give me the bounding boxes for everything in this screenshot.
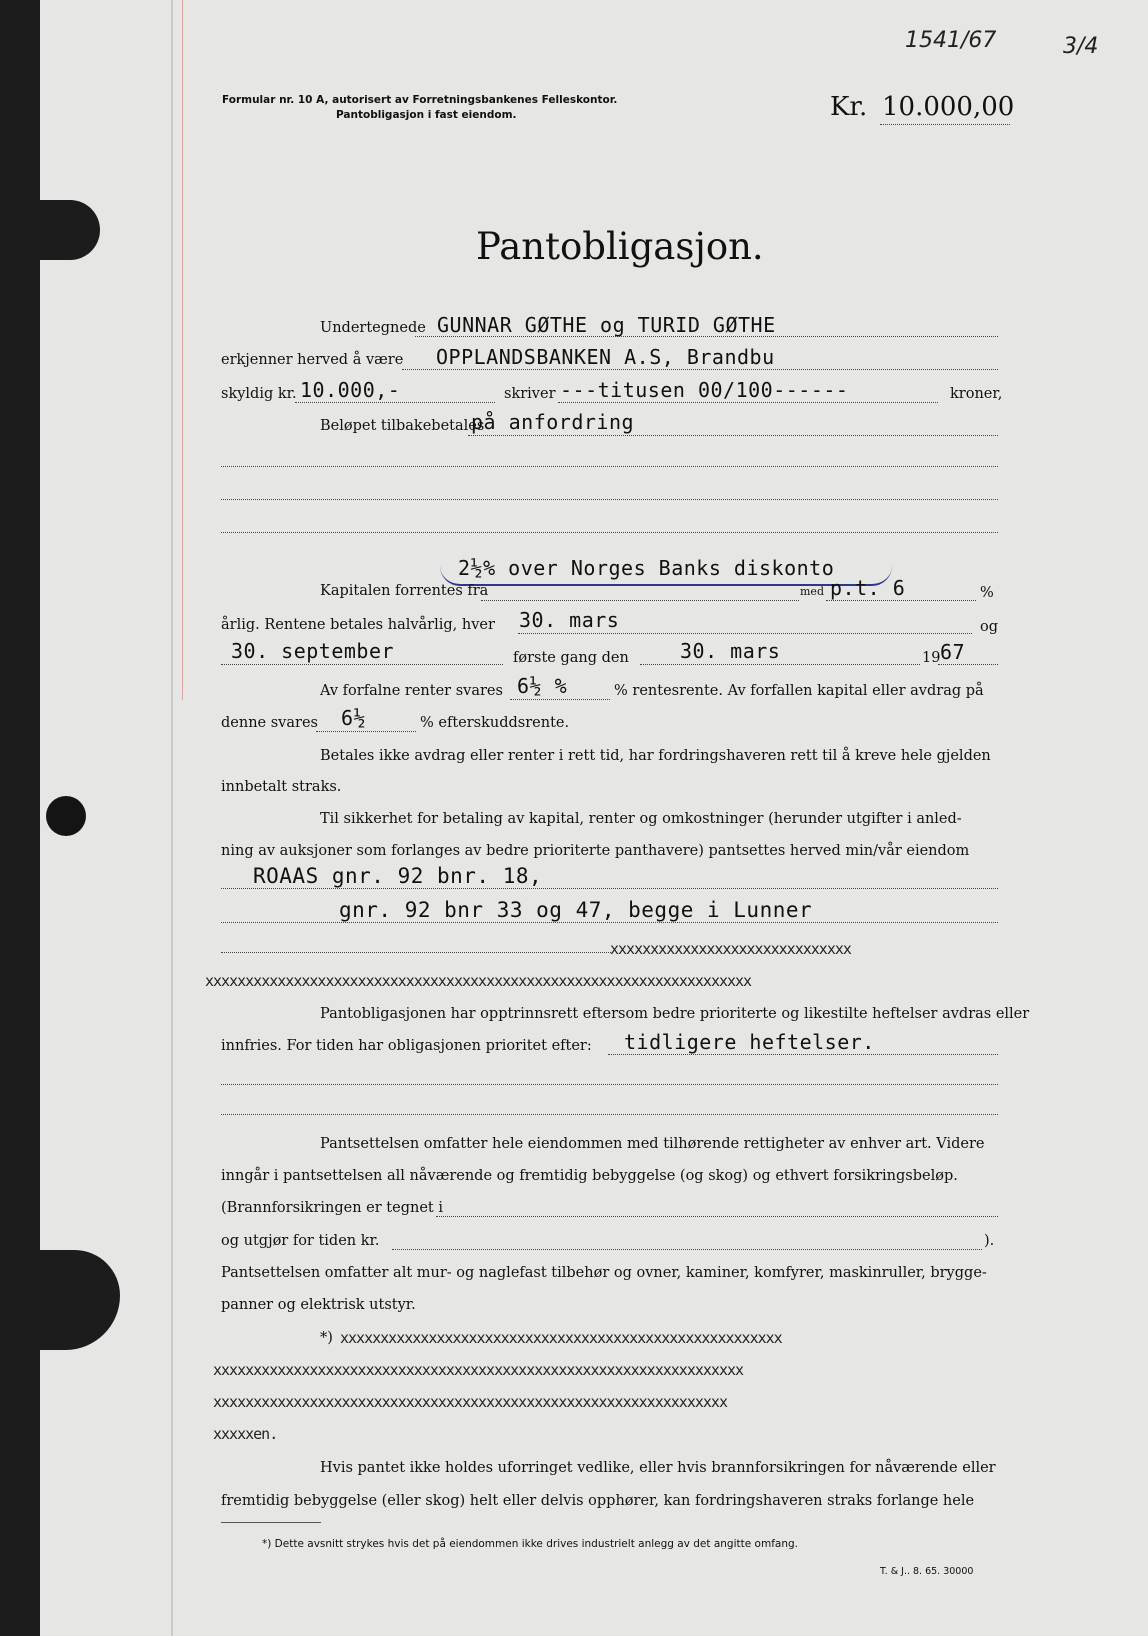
struck-text: xxxxxxxxxxxxxxxxxxxxxxxxxxxxxxxxxxxxxxxxxxxxxxxxxxxxxxxxxxxxxxxxxx: [213, 1361, 744, 1379]
page-fold: [171, 0, 173, 1636]
skriver-label: skriver: [504, 386, 556, 402]
first-payment-date: 30. mars: [680, 639, 781, 663]
paragraph-scope-cont: inngår i pantsettelsen all nåværende og fremtidig bebyggelse (og skog) og ethvert forsikringsbeløp.: [221, 1168, 958, 1184]
arlig-label: årlig. Rentene betales halvårlig, hver: [221, 617, 495, 633]
denne-rest: % efterskuddsrente.: [420, 715, 570, 731]
erkjenner-label: erkjenner herved å være: [221, 352, 404, 368]
struck-text: xxxxxxxxxxxxxxxxxxxxxxxxxxxxxx: [610, 940, 851, 958]
forfalne-label: Av forfalne renter svares: [320, 683, 503, 699]
interest-rate: p.t. 6: [830, 576, 906, 600]
margin-line: [182, 0, 183, 700]
paragraph-insurance-amount: og utgjør for tiden kr.: [221, 1233, 380, 1249]
amount-due: 10.000,-: [300, 378, 401, 402]
kapitalen-label: Kapitalen forrentes fra: [320, 583, 489, 599]
footnote-marker: *): [320, 1330, 333, 1346]
paragraph-maintenance: Hvis pantet ikke holdes uforringet vedlike, eller hvis brannforsikringen for nåværende eller: [320, 1460, 996, 1476]
paragraph-priority: Pantobligasjonen har opptrinnsrett eftersom bedre prioriterte og likestilte heftelser avdras eller: [320, 1006, 1030, 1022]
handwritten-page-number: 3/4: [1063, 34, 1099, 59]
belopet-label: Beløpet tilbakebetales: [320, 418, 485, 434]
amount-label: Kr.: [830, 92, 868, 122]
paragraph-fixtures-cont: panner og elektrisk utstyr.: [221, 1297, 416, 1313]
paragraph-fire-insurance: (Brannforsikringen er tegnet i: [221, 1200, 443, 1216]
paragraph-security-cont: ning av auksjoner som forlanges av bedre prioriterte panthavere) pantsettes herved min/vår eiendom: [221, 843, 970, 859]
footnote: *) Dette avsnitt strykes hvis det på eiendommen ikke drives industrielt anlegg av det angitte omfang.: [262, 1538, 798, 1550]
kroner-label: kroner,: [950, 386, 1003, 402]
denne-label: denne svares: [221, 715, 318, 731]
priority-value: tidligere heftelser.: [624, 1030, 875, 1054]
paragraph-scope: Pantsettelsen omfatter hele eiendommen med tilhørende rettigheter av enhver art. Videre: [320, 1136, 985, 1152]
form-type: Pantobligasjon i fast eiendom.: [336, 109, 517, 121]
struck-text: xxxxxxxxxxxxxxxxxxxxxxxxxxxxxxxxxxxxxxxxxxxxxxxxxxxxxxxxxxxxxxxx: [213, 1393, 727, 1411]
interest-date-1: 30. mars: [519, 608, 620, 632]
paragraph-priority-cont: innfries. For tiden har obligasjonen prioritet efter:: [221, 1038, 592, 1054]
paragraph-insurance-end: ).: [984, 1233, 995, 1249]
paragraph-security: Til sikkerhet for betaling av kapital, renter og omkostninger (herunder utgifter i anled-: [320, 811, 962, 827]
og-label: og: [980, 619, 999, 635]
form-number: Formular nr. 10 A, autorisert av Forretningsbankenes Felleskontor.: [222, 94, 618, 106]
amount-in-words: ---titusen 00/100------: [560, 378, 849, 402]
interest-date-2: 30. september: [231, 639, 395, 663]
forfalne-rest: % rentesrente. Av forfallen kapital eller avdrag på: [614, 683, 984, 699]
handwritten-interest-note: 2½% over Norges Banks diskonto: [458, 556, 835, 580]
struck-text: xxxxxxxxxxxxxxxxxxxxxxxxxxxxxxxxxxxxxxxxxxxxxxxxxxxxxxx: [340, 1329, 782, 1347]
late-rate: 6½: [341, 706, 367, 730]
paragraph-fixtures: Pantsettelsen omfatter alt mur- og naglefast tilbehør og ovner, kaminer, komfyrer, maskinruller, brygge-: [221, 1265, 987, 1281]
punch-hole: [46, 796, 86, 836]
debtor-names: GUNNAR GØTHE og TURID GØTHE: [437, 313, 776, 337]
creditor-name: OPPLANDSBANKEN A.S, Brandbu: [436, 345, 775, 369]
struck-text: xxxxxen.: [213, 1425, 278, 1443]
torn-edge: [40, 200, 100, 260]
document-title: Pantobligasjon.: [476, 225, 764, 268]
property-line-2: gnr. 92 bnr 33 og 47, begge i Lunner: [339, 898, 813, 922]
penalty-rate: 6½ %: [517, 674, 568, 698]
paragraph-maintenance-cont: fremtidig bebyggelse (eller skog) helt eller delvis opphører, kan fordringshaveren straks forlange hele: [221, 1493, 975, 1509]
forste-label: første gang den: [513, 650, 629, 666]
paragraph-default-cont: innbetalt straks.: [221, 779, 342, 795]
amount-value: 10.000,00: [882, 92, 1015, 122]
repayment-terms: på anfordring: [471, 410, 635, 434]
first-payment-year: 67: [940, 640, 966, 664]
printer-mark: T. & J.. 8. 65. 30000: [880, 1566, 974, 1577]
med-label: med: [800, 585, 824, 598]
handwritten-reference: 1541/67: [905, 28, 997, 53]
struck-text: xxxxxxxxxxxxxxxxxxxxxxxxxxxxxxxxxxxxxxxxxxxxxxxxxxxxxxxxxxxxxxxxxxxx: [205, 972, 752, 990]
undertegnede-label: Undertegnede: [320, 320, 426, 336]
paragraph-default: Betales ikke avdrag eller renter i rett tid, har fordringshaveren rett til å kreve hele gjelden: [320, 748, 991, 764]
year-prefix: 19: [922, 650, 941, 666]
percent-sign: %: [980, 585, 994, 601]
property-line-1: ROAAS gnr. 92 bnr. 18,: [253, 864, 543, 888]
skyldig-label: skyldig kr.: [221, 386, 297, 402]
